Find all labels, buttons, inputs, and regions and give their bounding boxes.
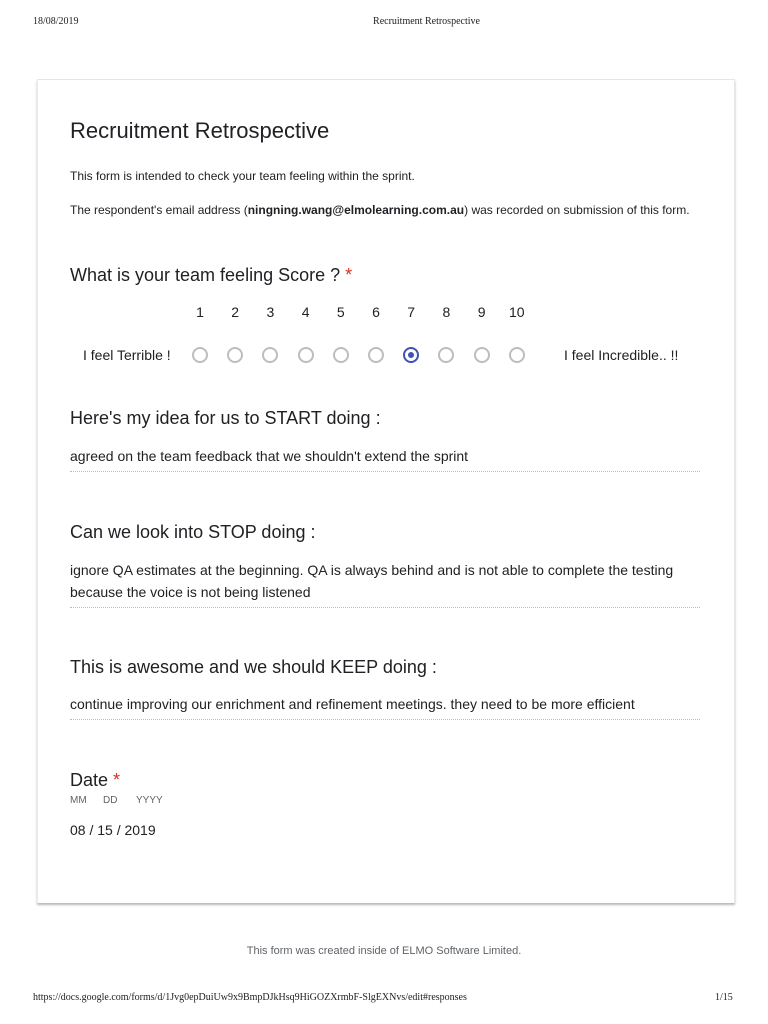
scale-number-1: 1 xyxy=(196,304,204,320)
score-radio-9[interactable] xyxy=(474,347,490,363)
stop-question-title: Can we look into STOP doing : xyxy=(70,522,316,542)
date-year-label: YYYY xyxy=(136,795,163,806)
required-mark: * xyxy=(113,770,121,790)
score-radio-5[interactable] xyxy=(333,347,349,363)
score-radio-3[interactable] xyxy=(262,347,278,363)
score-radio-6[interactable] xyxy=(368,347,384,363)
score-radio-4[interactable] xyxy=(298,347,314,363)
scale-number-4: 4 xyxy=(301,304,310,320)
scale-number-2: 2 xyxy=(231,304,240,320)
email-notice-suffix: ) was recorded on submission of this form. xyxy=(464,203,690,217)
scale-number-10: 10 xyxy=(509,304,525,320)
form-description: This form is intended to check your team feeling within the sprint. xyxy=(70,169,415,183)
score-radio-8[interactable] xyxy=(438,347,454,363)
scale-number-7: 7 xyxy=(407,304,416,320)
print-header-date: 18/08/2019 xyxy=(33,16,79,27)
start-answer: agreed on the team feedback that we shouldn't extend the sprint xyxy=(70,445,700,472)
form-footer-note: This form was created inside of ELMO Software Limited. xyxy=(246,945,522,957)
respondent-email: ningning.wang@elmolearning.com.au xyxy=(247,203,465,217)
keep-answer: continue improving our enrichment and refinement meetings. they need to be more efficient xyxy=(70,693,700,720)
score-radio-10[interactable] xyxy=(509,347,525,363)
print-footer-url: https://docs.google.com/forms/d/1Jvg0epDuiUw9x9BmpDJkHsq9HiGOZXrmbF-SlgEXNvs/edit#responses xyxy=(33,992,467,1003)
print-footer-page: 1/15 xyxy=(715,992,733,1003)
email-notice-prefix: The respondent's email address ( xyxy=(70,203,248,217)
score-radio-2[interactable] xyxy=(227,347,243,363)
score-question-title xyxy=(70,265,352,286)
date-day-label: DD xyxy=(103,795,118,806)
score-radio-1[interactable] xyxy=(192,347,208,363)
scale-high-label: I feel Incredible.. !! xyxy=(564,347,679,363)
scale-number-9: 9 xyxy=(477,304,486,320)
scale-number-5: 5 xyxy=(336,304,345,320)
scale-number-3: 3 xyxy=(266,304,275,320)
keep-question-title: This is awesome and we should KEEP doing : xyxy=(70,657,437,677)
form-card xyxy=(37,79,735,903)
score-radio-7[interactable] xyxy=(403,347,419,363)
scale-low-label: I feel Terrible ! xyxy=(83,347,171,363)
date-month-label: MM xyxy=(70,795,87,806)
date-answer: 08 / 15 / 2019 xyxy=(70,822,156,838)
required-mark: * xyxy=(345,265,353,285)
scale-number-6: 6 xyxy=(372,304,380,320)
score-question-text: What is your team feeling Score ? xyxy=(70,265,341,285)
print-header-title: Recruitment Retrospective xyxy=(373,16,480,27)
start-question-title: Here's my idea for us to START doing : xyxy=(70,408,381,428)
scale-number-8: 8 xyxy=(442,304,451,320)
stop-answer: ignore QA estimates at the beginning. QA is always behind and is not able to complete the testing because the voice is not being listened xyxy=(70,559,700,608)
respondent-email-notice xyxy=(70,204,690,217)
form-title: Recruitment Retrospective xyxy=(70,118,330,143)
date-question-title xyxy=(70,770,120,791)
date-question-text: Date xyxy=(70,770,109,790)
